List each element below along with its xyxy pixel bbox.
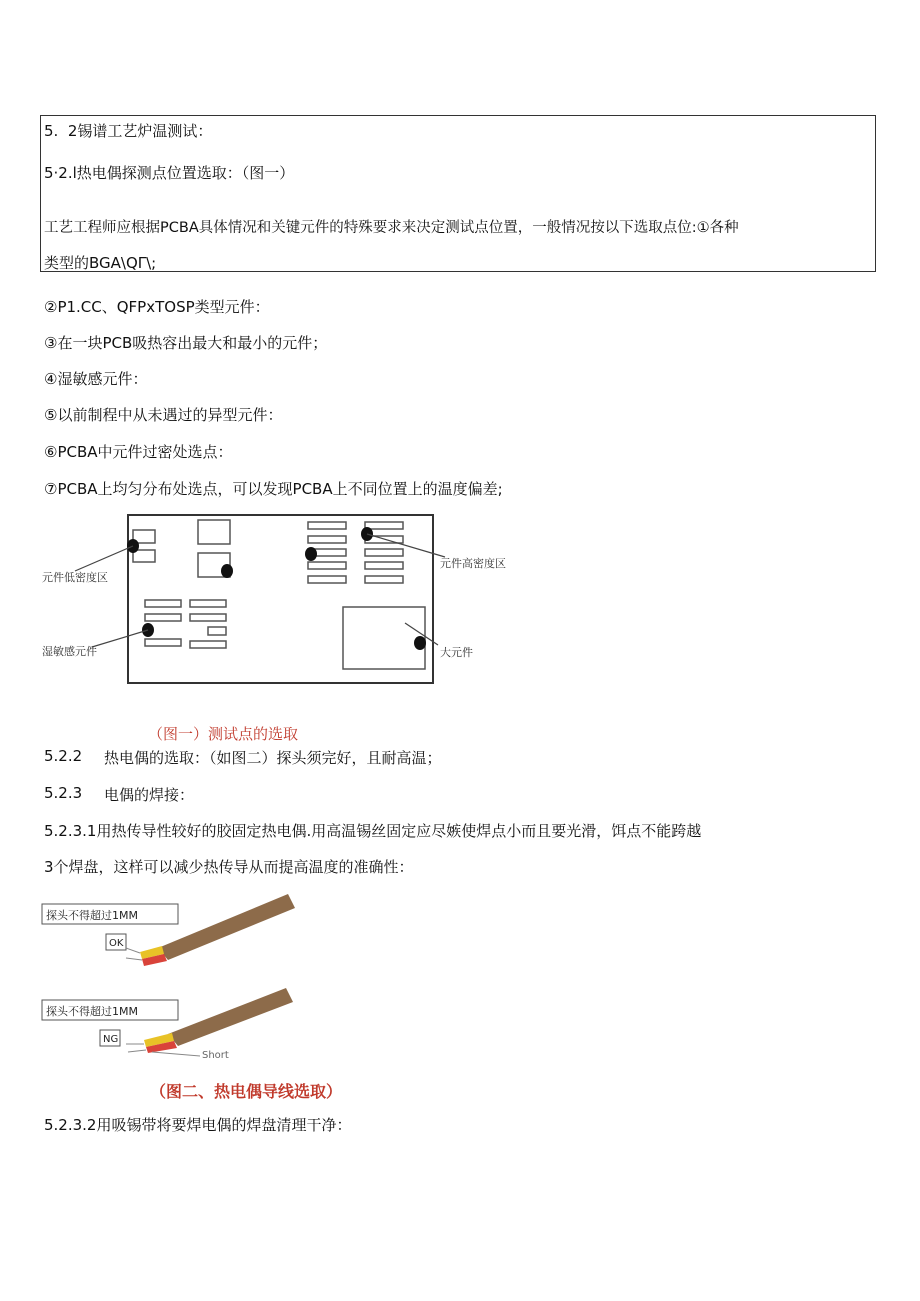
intro-line-2: 类型的BGA\QΓ\; <box>44 254 157 272</box>
para-text: 5.2.3.1用热传导性较好的胶固定热电偶.用高温锡丝固定应尽嫉使焊点小而且要光滑，饵点不能跨越 <box>44 822 702 840</box>
pcb-diagram <box>40 505 520 690</box>
test-point-dot <box>305 547 317 561</box>
component-pad <box>190 641 226 648</box>
para-text: 3个焊盘，这样可以减少热传导从而提高温度的准确性： <box>44 858 414 876</box>
probe-label-ok: 探头不得超过1MM <box>46 909 138 922</box>
label-high-density: 元件高密度区 <box>440 557 506 570</box>
thermocouple-cable <box>158 894 295 960</box>
component-pad <box>365 522 403 529</box>
component-pad <box>145 639 181 646</box>
para-number: 5.2.3 <box>44 784 83 802</box>
list-item: ⑥PCBA中元件过密处选点： <box>44 443 233 461</box>
arrow-line <box>92 630 148 647</box>
para-text: 电偶的焊接： <box>104 786 195 804</box>
intro-line-1: 工艺工程师应根据PCBA具体情况和关键元件的特殊要求来决定测试点位置，一般情况按以下选取点位:①各种 <box>44 220 739 236</box>
section-heading: 5. 2锡谱工艺炉温测试： <box>44 122 213 140</box>
list-item: ⑦PCBA上均匀分布处选点，可以发现PCBA上不同位置上的温度偏差; <box>44 480 503 498</box>
arrow-line <box>75 546 133 571</box>
list-item: ③在一块PCB吸热容出最大和最小的元件； <box>44 334 328 352</box>
component-pad <box>365 562 403 569</box>
para-number: 5.2.2 <box>44 747 83 765</box>
label-low-density: 元件低密度区 <box>42 571 108 584</box>
short-label: Short <box>202 1050 229 1061</box>
list-item: ②P1.CC、QFPxTOSP类型元件： <box>44 298 270 316</box>
probe-tip <box>126 948 142 960</box>
component-pad <box>190 600 226 607</box>
probe-label-ng: 探头不得超过1MM <box>46 1005 138 1018</box>
component-pad <box>308 562 346 569</box>
figure1-caption: （图一）测试点的选取 <box>148 725 299 743</box>
list-item: ④湿敏感元件： <box>44 370 148 388</box>
label-large: 大元件 <box>440 646 473 659</box>
thermocouple-cable <box>168 988 293 1046</box>
component-pad <box>208 627 226 635</box>
component-pad <box>365 576 403 583</box>
para-text: 热电偶的选取：（如图二）探头须完好，且耐高温； <box>104 749 442 767</box>
test-point-dot <box>414 636 426 650</box>
component-pad <box>190 614 226 621</box>
large-component <box>343 607 425 669</box>
label-moisture: 湿敏感元件 <box>42 645 97 658</box>
list-item: ⑤以前制程中从未遇过的异型元件： <box>44 406 283 424</box>
figure2-caption: （图二、热电偶导线选取） <box>150 1082 343 1101</box>
component-pad <box>198 520 230 544</box>
component-pad <box>145 614 181 621</box>
component-pad <box>308 536 346 543</box>
sub-heading: 5·2.l热电偶探测点位置选取：（图一） <box>44 164 295 182</box>
component-pad <box>145 600 181 607</box>
component-pad <box>308 522 346 529</box>
test-point-dot <box>221 564 233 578</box>
thermocouple-figure <box>40 880 320 1070</box>
ng-label: NG <box>103 1034 119 1045</box>
component-pad <box>308 576 346 583</box>
ok-label: OK <box>109 938 124 949</box>
probe-tip <box>126 1044 146 1052</box>
short-pointer <box>152 1052 200 1056</box>
para-text: 5.2.3.2用吸锡带将要焊电偶的焊盘清理干净： <box>44 1116 352 1134</box>
component-pad <box>365 549 403 556</box>
